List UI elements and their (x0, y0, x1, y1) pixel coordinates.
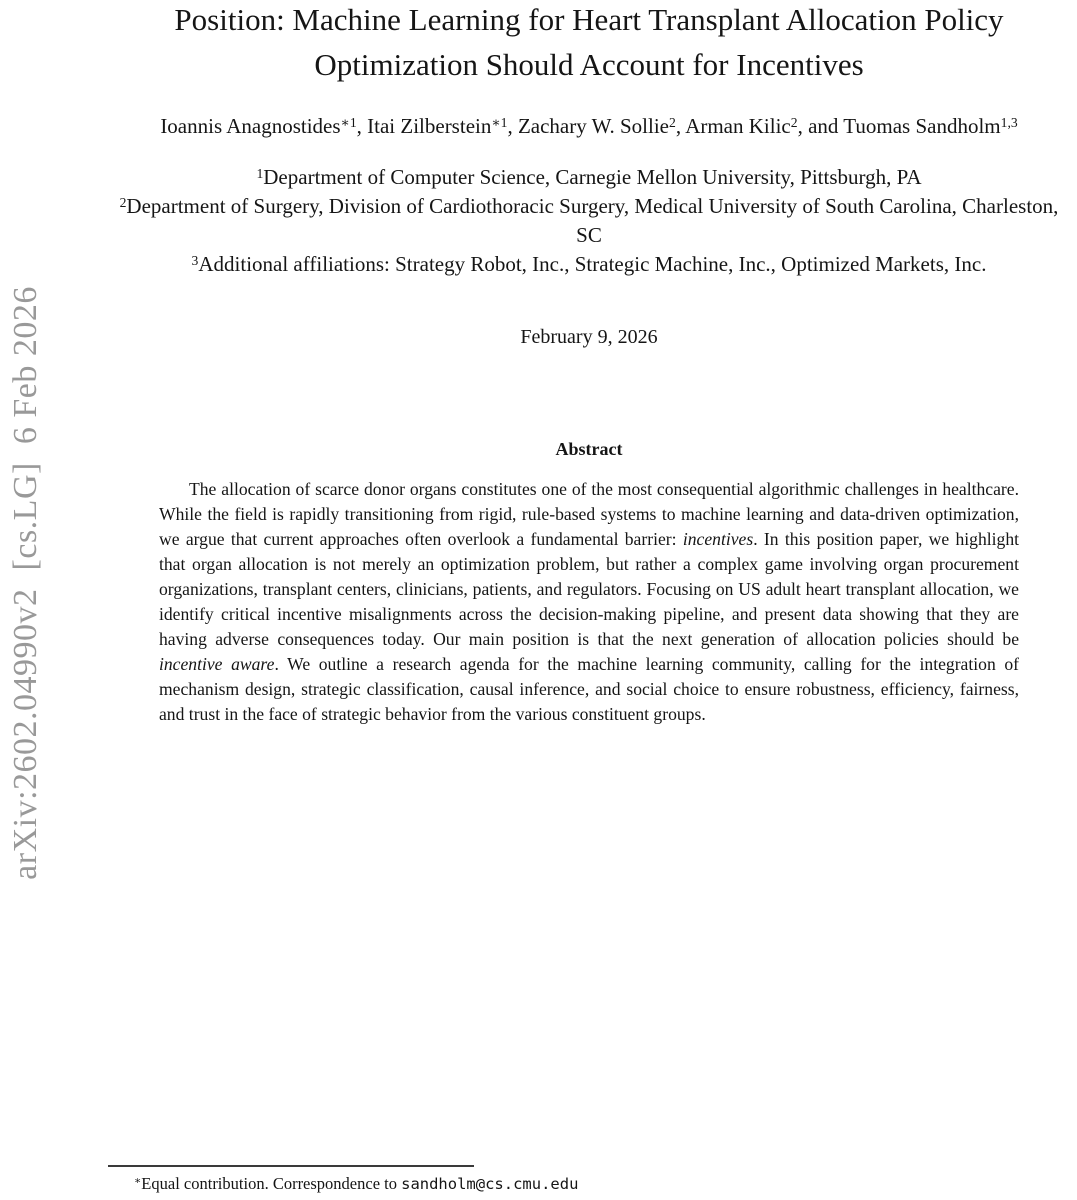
abstract-italic-term: incentives (682, 529, 754, 549)
author-separator: , and (797, 114, 844, 138)
footnote-rule (108, 1165, 474, 1167)
affiliation-text: Department of Computer Science, Carnegie Mellon University, Pittsburgh, PA (263, 165, 922, 189)
affiliation-marker: 1 (256, 165, 264, 181)
affiliations (108, 163, 1070, 279)
affiliation-text: Department of Surgery, Division of Cardiothoracic Surgery, Medical University of South Carolina, Charleston, SC (126, 194, 1059, 247)
affiliation-marker: 2 (119, 194, 127, 210)
author-name: Tuomas Sandholm (843, 114, 1001, 138)
author-name: Itai Zilberstein (367, 114, 492, 138)
author-affiliation-marker: ∗1 (491, 114, 508, 130)
affiliation-line (108, 250, 1070, 279)
abstract-italic-term: incentive aware (159, 654, 275, 674)
author-name: Ioannis Anagnostides (160, 114, 341, 138)
abstract-segment: . We outline a research agenda for the machine learning community, calling for the integration of mechanism design, strategic classification, causal inference, and social choice to ensure robustness, efficiency, fairness, and trust in the face of strategic behavior from the various constituent groups. (159, 654, 1019, 724)
paper-content (108, 0, 1070, 727)
footnote-area (108, 1165, 1070, 1195)
paper-date: February 9, 2026 (520, 326, 658, 348)
abstract-segment: . In this position paper, we highlight that organ allocation is not merely an optimization problem, but rather a complex game involving organ procurement organizations, transplant centers, clinicians, patients, and regulators. Focusing on US adult heart transplant allocation, we identify critical incentive misalignments across the decision-making pipeline, and present data showing that they are having adverse consequences today. Our main position is that the next generation of allocation policies should be (159, 529, 1019, 649)
author-affiliation-marker: 2 (669, 114, 676, 130)
abstract-segment: The allocation of scarce donor organs constitutes one of the most consequential algorithmic challenges in healthcare. While the field is rapidly transitioning from rigid, rule-based systems to machine learning and data-driven optimization, we argue that current approaches often overlook a fundamental barrier: (159, 479, 1019, 549)
footnote (108, 1173, 1070, 1195)
author-separator: , (507, 114, 518, 138)
affiliation-line (108, 192, 1070, 250)
author-separator: , (675, 114, 686, 138)
affiliation-line (108, 163, 1070, 192)
author-list (108, 111, 1070, 141)
author-affiliation-marker: ∗1 (340, 114, 357, 130)
author-name: Arman Kilic (685, 114, 791, 138)
footnote-marker: ∗ (134, 1175, 142, 1188)
arxiv-watermark: arXiv:2602.04990v2 [cs.LG] 6 Feb 2026 (7, 286, 44, 880)
affiliation-marker: 3 (191, 252, 199, 268)
author-affiliation-marker: 1,3 (1000, 114, 1018, 130)
author-name: Zachary W. Sollie (517, 114, 670, 138)
abstract-text (159, 477, 1019, 727)
paper-title: Position: Machine Learning for Heart Transplant Allocation Policy Optimization Should Account for Incentives (174, 2, 1004, 82)
correspondence-email: sandholm@cs.cmu.edu (401, 1175, 579, 1193)
affiliation-text: Additional affiliations: Strategy Robot, Inc., Strategic Machine, Inc., Optimized Markets, Inc. (198, 252, 987, 276)
author-separator: , (356, 114, 368, 138)
abstract-heading: Abstract (555, 439, 623, 459)
footnote-text: Equal contribution. Correspondence to (141, 1174, 402, 1193)
author-affiliation-marker: 2 (790, 114, 798, 130)
